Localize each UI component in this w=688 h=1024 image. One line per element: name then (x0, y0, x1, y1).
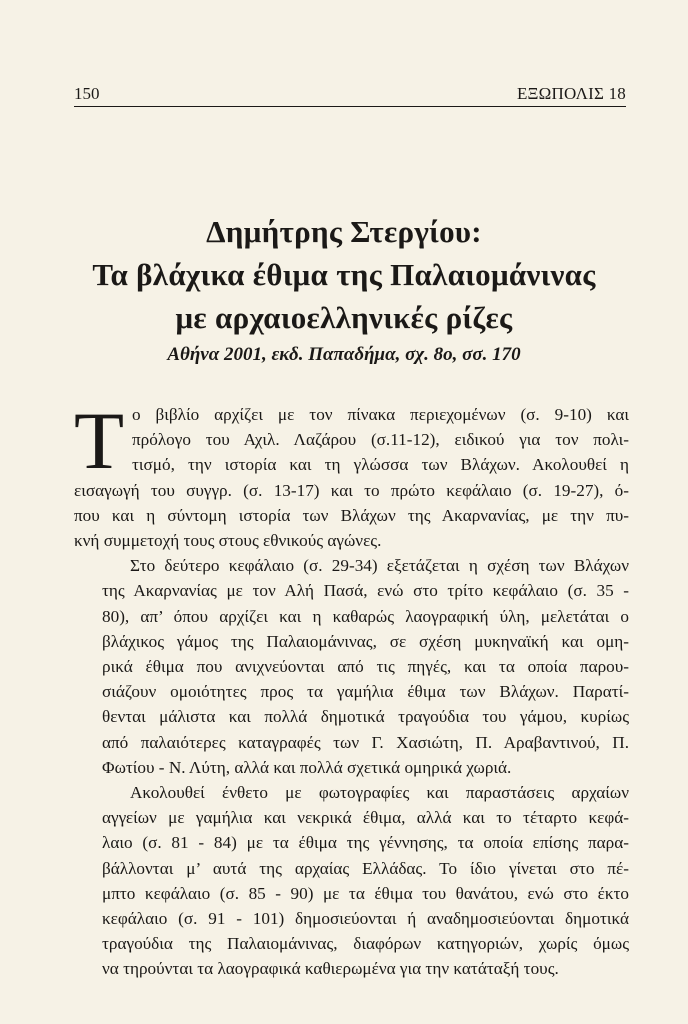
text-line: ρικά έθιμα που ανιχνεύονται από τις πηγές, και τα οποία παρου- (102, 657, 629, 677)
text-line: μπτο κεφάλαιο (σ. 85 - 90) με τα έθιμα του θανάτου, ενώ στο έκτο (102, 883, 629, 903)
title-line-author: Δημήτρης Στεργίου: (206, 214, 482, 249)
paragraph-3 (74, 780, 629, 982)
text-line: 80), απ’ όπου αρχίζει και η καθαρώς λαογραφική ύλη, μελετάται ο (102, 606, 629, 626)
text-line: εισαγωγή του συγγρ. (σ. 13-17) και το πρώτο κεφάλαιο (σ. 19-27), ό- (74, 480, 629, 500)
text-line: κνή συμμετοχή τους στους εθνικούς αγώνες. (74, 531, 382, 551)
text-line: της Ακαρνανίας με τον Αλή Πασά, ενώ στο τρίτο κεφάλαιο (σ. 35 - (102, 581, 629, 601)
text-line: Φωτίου - Ν. Λύτη, αλλά και πολλά σχετικά ομηρικά χωριά. (102, 757, 512, 777)
text-line: από παλαιότερες καταγραφές των Γ. Χασιώτη, Π. Αραβαντινού, Π. (102, 732, 629, 752)
drop-cap: Τ (74, 395, 125, 486)
text-line: τραγούδια της Παλαιομάνινας, διαφόρων κατηγοριών, χωρίς όμως (102, 934, 629, 954)
text-line: τισμό, την ιστορία και τη γλώσσα των Βλάχων. Ακολουθεί η (132, 455, 629, 475)
title-line-book: Τα βλάχικα έθιμα της Παλαιομάνινας (92, 257, 596, 292)
text-line: ο βιβλίο αρχίζει με τον πίνακα περιεχομένων (σ. 9-10) και (132, 405, 629, 424)
journal-name: ΕΞΩΠΟΛΙΣ 18 (516, 84, 626, 103)
review-title-block (40, 210, 648, 369)
review-body (74, 395, 629, 982)
paragraph-2 (74, 553, 629, 780)
text-line: σιάζουν ομοιότητες προς τα γαμήλια έθιμα των Βλάχων. Παρατί- (102, 682, 629, 702)
text-line: λαιο (σ. 81 - 84) με τα έθιμα της γέννησης, τα οποία επίσης παρα- (102, 833, 629, 853)
text-line: Στο δεύτερο κεφάλαιο (σ. 29-34) εξετάζεται η σχέση των Βλάχων (130, 556, 629, 576)
text-line: βλάχικος γάμος της Παλαιομάνινας, σε σχέση μυκηναϊκή και ομη- (102, 631, 629, 651)
publication-details: Αθήνα 2001, εκδ. Παπαδήμα, σχ. 8ο, σσ. 170 (167, 344, 521, 365)
text-line: κεφάλαιο (σ. 91 - 101) δημοσιεύονται ή αναδημοσιεύονται δημοτικά (102, 909, 629, 929)
text-line: αγγείων με γαμήλια και νεκρικά έθιμα, αλλά και το τέταρτο κεφά- (102, 808, 629, 828)
paragraph-1 (74, 395, 629, 553)
text-line: να τηρούνται τα λαογραφικά καθιερωμένα για την κατάταξή τους. (102, 959, 559, 979)
text-line: που και η σύντομη ιστορία των Βλάχων της Ακαρνανίας, με την πυ- (74, 505, 629, 525)
running-header (74, 84, 626, 107)
text-line: Ακολουθεί ένθετο με φωτογραφίες και παραστάσεις αρχαίων (130, 783, 629, 803)
text-line: θενται μάλιστα και πολλά δημοτικά τραγούδια του γάμου, κυρίως (102, 707, 629, 727)
text-line: πρόλογο του Αχιλ. Λαζάρου (σ.11-12), ειδικού για τον πολι- (132, 430, 629, 450)
text-line: βάλλονται μ’ αυτά της αρχαίας Ελλάδας. Το ίδιο γίνεται στο πέ- (102, 858, 629, 878)
page-number: 150 (74, 84, 100, 103)
title-line-book-cont: με αρχαιοελληνικές ρίζες (175, 300, 513, 335)
